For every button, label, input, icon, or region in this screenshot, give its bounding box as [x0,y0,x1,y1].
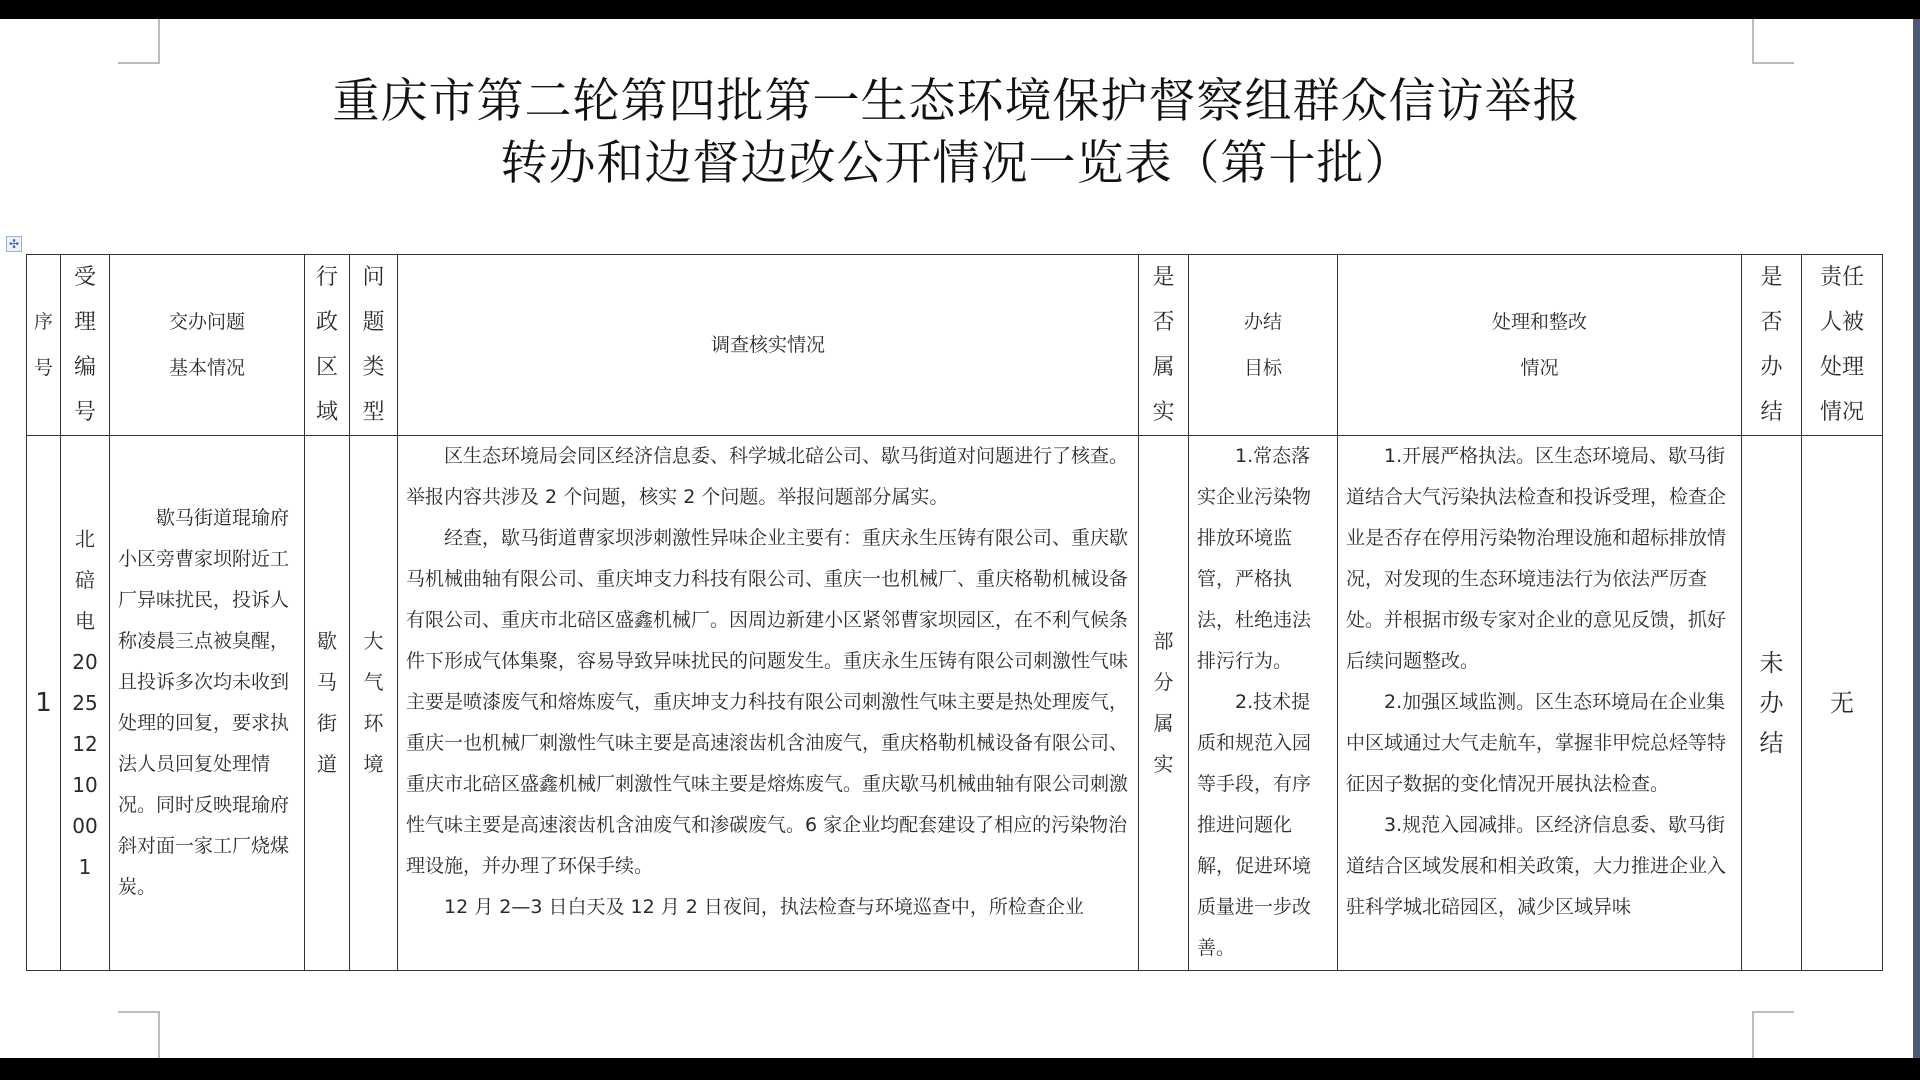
cell-handling: 1.开展严格执法。区生态环境局、歇马街道结合大气污染执法检查和投诉受理，检查企业是否存在停用污染物治理设施和超标排放情况，对发现的生态环境违法行为依法严厉查处。并根据市级专家对企业的意见反馈，抓好后续问题整改。 2.加强区域监测。区生态环境局在企业集中区域通过大气走航车，掌握非甲烷总烃等特征因子数据的变化情况开展执法检查。 3.规范入园减排。区经济信息委、歇马街道结合区域发展和相关政策，大力推进企业入驻科学城北碚园区，减少区域异味 [1338,436,1742,971]
cell-verified: 部 分 属 实 [1139,436,1189,971]
cell-problem: 歇马街道琨瑜府小区旁曹家坝附近工厂异味扰民，投诉人称凌晨三点被臭醒，且投诉多次均未收到处理的回复，要求执法人员回复处理情况。同时反映琨瑜府斜对面一家工厂烧煤炭。 [110,436,305,971]
header-problem: 交办问题 基本情况 [110,255,305,436]
header-goal: 办结 目标 [1189,255,1338,436]
header-case-no: 受 理 编 号 [61,255,110,436]
table-row [27,436,1883,971]
cell-seq: 1 [27,436,61,971]
header-accountability: 责任 人被 处理 情况 [1802,255,1883,436]
table-move-handle-icon[interactable]: ✣ [6,236,22,252]
cell-investigation: 区生态环境局会同区经济信息委、科学城北碚公司、歇马街道对问题进行了核查。举报内容共涉及 2 个问题，核实 2 个问题。举报问题部分属实。 经查，歇马街道曹家坝涉刺激性异味企业主要有：重庆永生压铸有限公司、重庆歇马机械曲轴有限公司、重庆坤支力科技有限公司、重庆一也机械厂、重庆格勒机械设备有限公司、重庆市北碚区盛鑫机械厂。因周边新建小区紧邻曹家坝园区，在不利气候条件下形成气体集聚，容易导致异味扰民的问题发生。重庆永生压铸有限公司刺激性气味主要是喷漆废气和熔炼废气，重庆坤支力科技有限公司刺激性气味主要是热处理废气，重庆一也机械厂刺激性气味主要是高速滚齿机含油废气，重庆格勒机械设备有限公司、重庆市北碚区盛鑫机械厂刺激性气味主要是熔炼废气。重庆歇马机械曲轴有限公司刺激性气味主要是高速滚齿机含油废气和渗碳废气。6 家企业均配套建设了相应的污染物治理设施，并办理了环保手续。 12 月 2—3 日白天及 12 月 2 日夜间，执法检查与环境巡查中，所检查企业 [398,436,1139,971]
cell-accountability: 无 [1802,436,1883,971]
margin-marker-bottom-right [1752,1011,1794,1060]
cell-goal: 1.常态落实企业污染物排放环境监管，严格执法，杜绝违法排污行为。 2.技术提质和规范入园等手段，有序推进问题化解，促进环境质量进一步改善。 [1189,436,1338,971]
header-type: 问 题 类 型 [350,255,398,436]
top-frame-bar [0,0,1920,19]
complaints-table [26,254,1883,971]
table-header-row [27,255,1883,436]
header-closed: 是 否 办 结 [1742,255,1802,436]
header-district: 行 政 区 域 [305,255,350,436]
margin-marker-top-left [118,19,160,64]
cell-case-no: 北 碚 电 20 25 12 10 00 1 [61,436,110,971]
header-verified: 是 否 属 实 [1139,255,1189,436]
margin-marker-bottom-left [118,1011,160,1060]
cell-district: 歇 马 街 道 [305,436,350,971]
document-title-line-2: 转办和边督边改公开情况一览表（第十批） [500,136,1413,191]
header-handling: 处理和整改 情况 [1338,255,1742,436]
header-seq: 序 号 [27,255,61,436]
vertical-scrollbar[interactable] [1913,19,1920,1058]
document-title-line-1: 重庆市第二轮第四批第一生态环境保护督察组群众信访举报 [332,74,1581,129]
header-investigation: 调查核实情况 [398,255,1139,436]
margin-marker-top-right [1752,19,1794,64]
cell-type: 大 气 环 境 [350,436,398,971]
bottom-frame-bar [0,1058,1920,1080]
cell-closed: 未 办 结 [1742,436,1802,971]
